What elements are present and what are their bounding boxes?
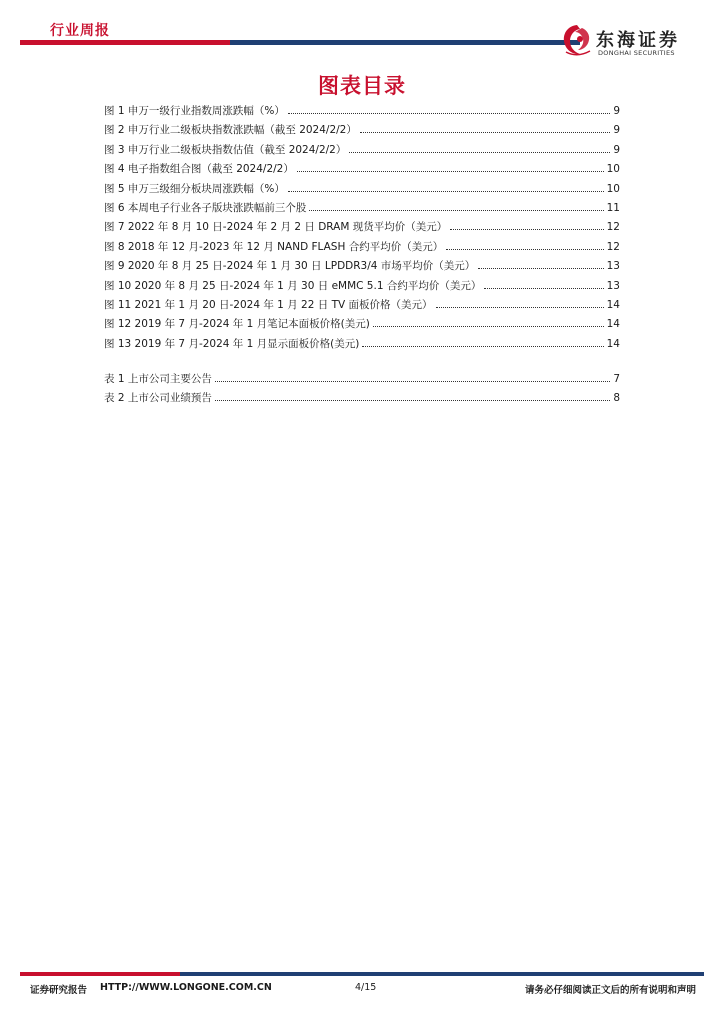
toc-figure-entry-page: 12: [606, 221, 620, 234]
toc-figure-entry-label: 图 5 申万三级细分板块周涨跌幅（%）: [104, 182, 285, 195]
toc-figure-entry-label: 图 13 2019 年 7 月-2024 年 1 月显示面板价格(美元): [104, 337, 360, 350]
dot-leader: [484, 288, 603, 289]
dot-leader: [446, 249, 603, 250]
dot-leader: [436, 307, 604, 308]
toc-figure-entry-page: 9: [613, 143, 620, 156]
dot-leader: [288, 113, 610, 114]
toc-table-entry-page: 7: [613, 373, 620, 386]
toc-figure-entry-label: 图 3 申万行业二级板块指数估值（截至 2024/2/2）: [104, 143, 347, 156]
dot-leader: [450, 229, 603, 230]
table-list: [104, 370, 620, 409]
toc-figure-entry[interactable]: [104, 335, 620, 354]
toc-figure-entry-page: 14: [606, 337, 620, 350]
toc-table-entry[interactable]: [104, 370, 620, 389]
toc-table-entry-label: 表 1 上市公司主要公告: [104, 373, 212, 386]
toc-figure-entry-label: 图 12 2019 年 7 月-2024 年 1 月笔记本面板价格(美元): [104, 318, 370, 331]
toc-figure-entry-page: 12: [606, 240, 620, 253]
toc-figure-entry[interactable]: [104, 160, 620, 179]
toc-figure-entry[interactable]: [104, 218, 620, 237]
toc-table-entry-label: 表 2 上市公司业绩预告: [104, 392, 212, 405]
dot-leader: [288, 191, 604, 192]
toc-figure-entry-page: 14: [606, 298, 620, 311]
dot-leader: [362, 346, 603, 347]
footer-disclaimer: 请务必仔细阅读正文后的所有说明和声明: [525, 985, 697, 996]
toc-figure-entry-page: 9: [613, 124, 620, 137]
toc-figure-entry[interactable]: [104, 199, 620, 218]
toc-figure-entry[interactable]: [104, 315, 620, 334]
figure-list: [104, 102, 620, 354]
toc-figure-entry-label: 图 8 2018 年 12 月-2023 年 12 月 NAND FLASH 合约平均价（美元）: [104, 240, 444, 253]
dot-leader: [349, 152, 610, 153]
dot-leader: [297, 171, 604, 172]
toc-figure-entry-page: 10: [606, 163, 620, 176]
toc-figure-entry-page: 9: [613, 105, 620, 117]
dot-leader: [360, 132, 610, 133]
toc-figure-entry-page: 13: [606, 279, 620, 292]
footer-page-number: 4/15: [355, 982, 377, 993]
toc-figure-entry-label: 图 1 申万一级行业指数周涨跌幅（%）: [104, 105, 285, 117]
toc-table-entry[interactable]: [104, 389, 620, 408]
toc-figure-entry-label: 图 11 2021 年 1 月 20 日-2024 年 1 月 22 日 TV 面板价格（美元）: [104, 298, 433, 311]
table-of-contents: [104, 102, 620, 409]
dot-leader: [215, 400, 610, 401]
toc-figure-entry[interactable]: [104, 277, 620, 296]
company-logo: [560, 22, 710, 58]
dot-leader: [373, 326, 604, 327]
toc-figure-entry-label: 图 6 本周电子行业各子版块涨跌幅前三个股: [104, 201, 307, 214]
toc-figure-entry-page: 13: [606, 260, 620, 273]
toc-figure-entry[interactable]: [104, 102, 620, 121]
footer-url-link[interactable]: HTTP://WWW.LONGONE.COM.CN: [100, 982, 272, 993]
footer-report-type: 证券研究报告: [30, 985, 88, 996]
toc-figure-entry-label: 图 7 2022 年 8 月 10 日-2024 年 2 月 2 日 DRAM 现货平均价（美元）: [104, 221, 448, 234]
dot-leader: [309, 210, 603, 211]
dot-leader: [478, 268, 603, 269]
logo-text-en: DONGHAI SECURITIES: [598, 49, 675, 57]
toc-figure-entry-label: 图 9 2020 年 8 月 25 日-2024 年 1 月 30 日 LPDDR3/4 市场平均价（美元）: [104, 260, 476, 273]
header-label: 行业周报: [50, 23, 110, 39]
toc-table-entry-page: 8: [613, 392, 620, 405]
logo-text-cn: 东海证券: [596, 30, 680, 51]
toc-figure-entry[interactable]: [104, 141, 620, 160]
toc-figure-entry-label: 图 2 申万行业二级板块指数涨跌幅（截至 2024/2/2）: [104, 124, 357, 137]
toc-figure-entry[interactable]: [104, 238, 620, 257]
toc-figure-entry[interactable]: [104, 121, 620, 140]
header-divider: [20, 40, 580, 45]
toc-figure-entry-page: 11: [606, 201, 620, 214]
footer-divider: [20, 972, 704, 976]
toc-figure-entry-label: 图 4 电子指数组合图（截至 2024/2/2）: [104, 163, 294, 176]
toc-figure-entry[interactable]: [104, 180, 620, 199]
toc-figure-entry-page: 10: [606, 182, 620, 195]
toc-figure-entry[interactable]: [104, 257, 620, 276]
toc-figure-entry-page: 14: [606, 318, 620, 331]
toc-figure-entry-label: 图 10 2020 年 8 月 25 日-2024 年 1 月 30 日 eMMC 5.1 合约平均价（美元）: [104, 279, 482, 292]
dot-leader: [215, 381, 610, 382]
page-title: 图表目录: [318, 74, 406, 98]
toc-figure-entry[interactable]: [104, 296, 620, 315]
dragon-logo-icon: [560, 22, 594, 58]
